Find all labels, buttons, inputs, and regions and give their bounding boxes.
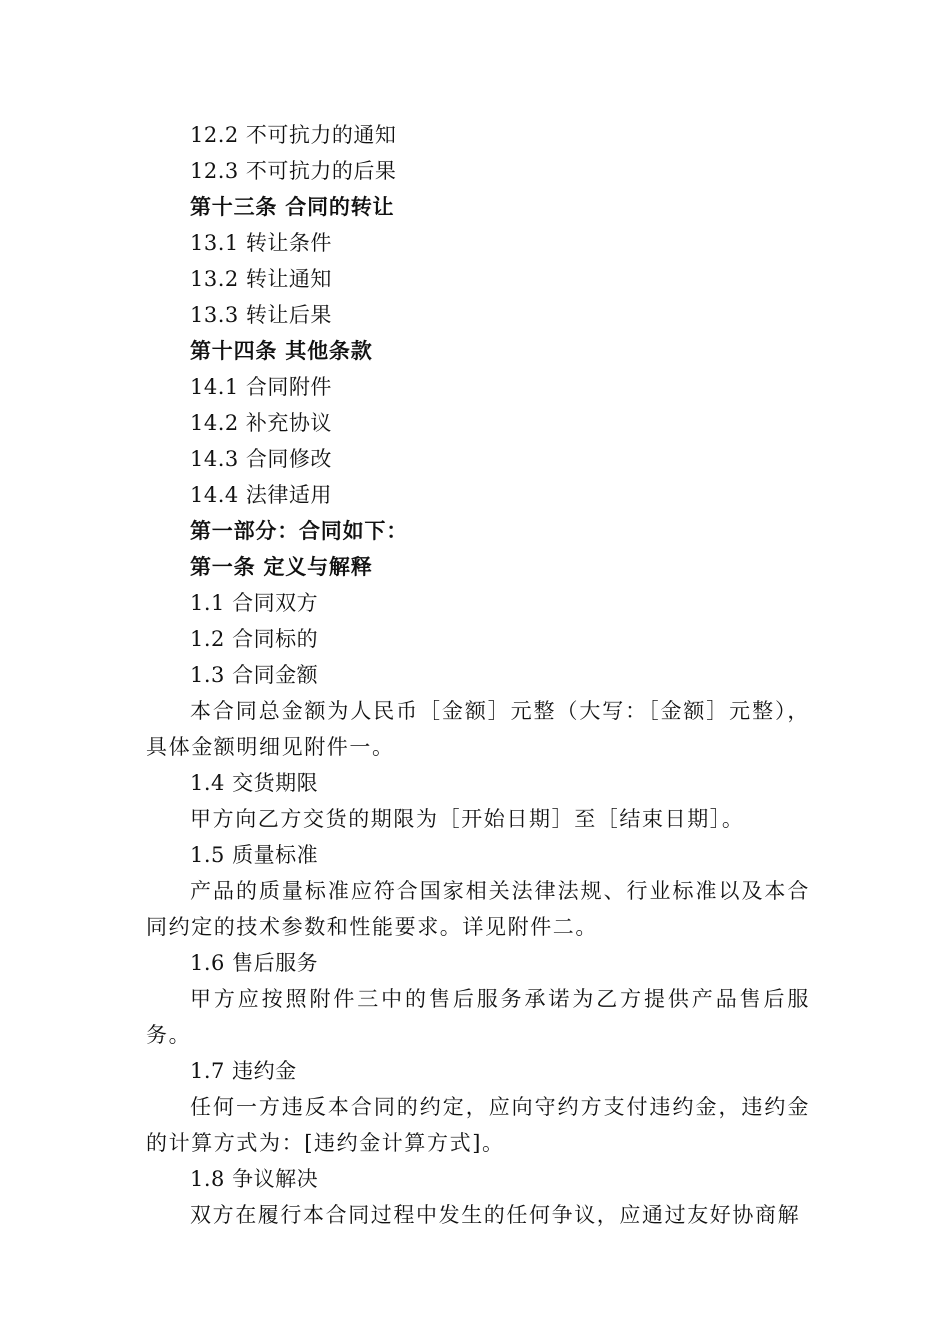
clause-1-5: 1.5 质量标准 <box>190 843 319 867</box>
clause-13-3: 13.3 转让后果 <box>190 303 332 327</box>
clause-14-2: 14.2 补充协议 <box>190 411 332 435</box>
clause-1-6: 1.6 售后服务 <box>190 951 319 975</box>
clause-1-8: 1.8 争议解决 <box>190 1167 319 1191</box>
clause-13-2: 13.2 转让通知 <box>190 267 332 291</box>
clause-1-1: 1.1 合同双方 <box>190 591 319 615</box>
clause-13-1: 13.1 转让条件 <box>190 231 332 255</box>
clause-1-6-body: 甲方应按照附件三中的售后服务承诺为乙方提供产品售后服务。 <box>146 987 810 1047</box>
clause-1-2: 1.2 合同标的 <box>190 627 319 651</box>
part-1-heading: 第一部分：合同如下： <box>190 519 408 543</box>
clause-1-7: 1.7 违约金 <box>190 1059 297 1083</box>
clause-1-3-body: 本合同总金额为人民币［金额］元整（大写：［金额］元整），具体金额明细见附件一。 <box>146 699 810 759</box>
clause-1-3: 1.3 合同金额 <box>190 663 319 687</box>
article-1-heading: 第一条 定义与解释 <box>190 555 373 579</box>
clause-1-8-body: 双方在履行本合同过程中发生的任何争议，应通过友好协商解 <box>190 1203 801 1227</box>
clause-14-4: 14.4 法律适用 <box>190 483 332 507</box>
clause-12-2: 12.2 不可抗力的通知 <box>190 123 397 147</box>
clause-1-4: 1.4 交货期限 <box>190 771 319 795</box>
document-body <box>146 117 810 1233</box>
article-14-heading: 第十四条 其他条款 <box>190 339 373 363</box>
clause-1-4-body: 甲方向乙方交货的期限为［开始日期］至［结束日期］。 <box>190 807 745 831</box>
clause-1-7-body: 任何一方违反本合同的约定，应向守约方支付违约金，违约金的计算方式为：[违约金计算方式]。 <box>146 1095 810 1155</box>
clause-12-3: 12.3 不可抗力的后果 <box>190 159 397 183</box>
article-13-heading: 第十三条 合同的转让 <box>190 195 395 219</box>
clause-14-3: 14.3 合同修改 <box>190 447 332 471</box>
clause-14-1: 14.1 合同附件 <box>190 375 332 399</box>
clause-1-5-body: 产品的质量标准应符合国家相关法律法规、行业标准以及本合同约定的技术参数和性能要求。详见附件二。 <box>146 879 810 939</box>
